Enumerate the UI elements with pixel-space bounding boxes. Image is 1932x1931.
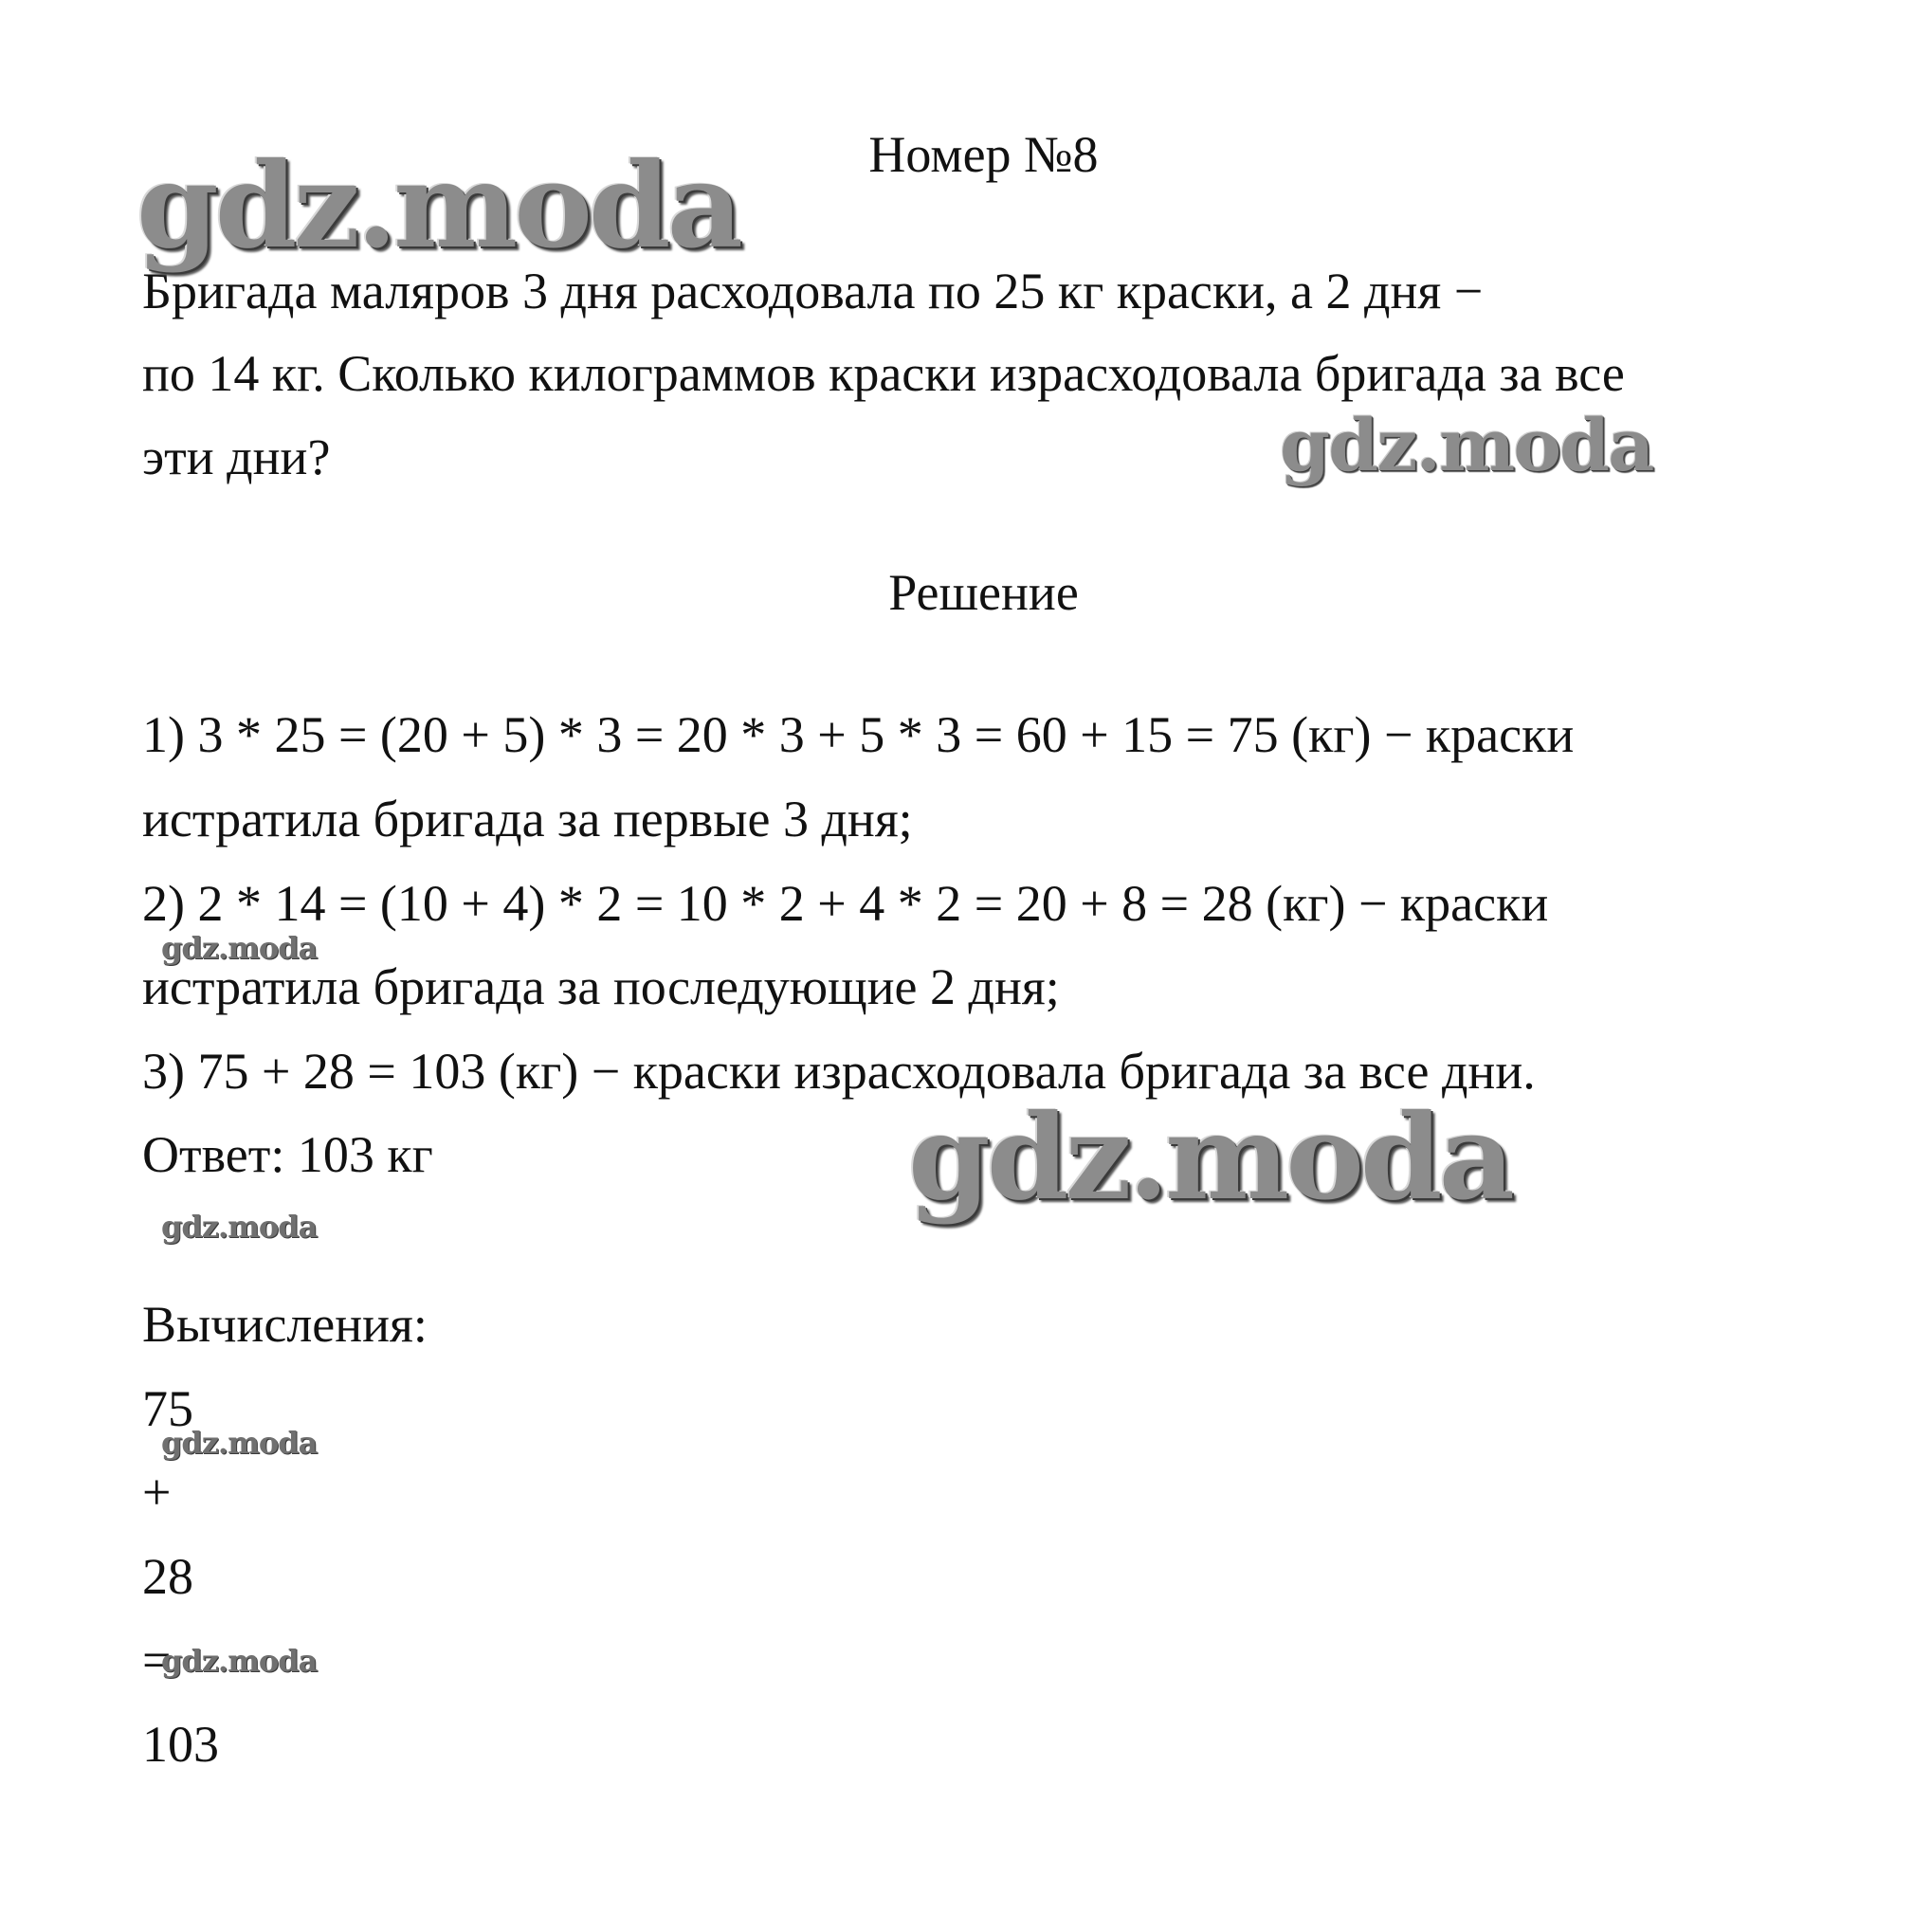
solution-line-2: истратила бригада за первые 3 дня; xyxy=(142,791,913,847)
calc-equals-sign: = xyxy=(142,1631,172,1688)
solution-line-1: 1) 3 * 25 = (20 + 5) * 3 = 20 * 3 + 5 * 3 = 60 + 15 = 75 (кг) − краски xyxy=(142,706,1575,763)
watermark-small-2: gdz.moda xyxy=(161,1209,318,1245)
problem-line-3: эти дни? xyxy=(142,428,331,485)
watermark-small-3: gdz.moda xyxy=(161,1425,318,1461)
problem-line-1: Бригада маляров 3 дня расходовала по 25 кг краски, а 2 дня − xyxy=(142,263,1484,319)
watermark-logo-top: gdz.moda xyxy=(137,137,739,275)
solution-line-5: 3) 75 + 28 = 103 (кг) − краски израсходовала бригада за все дни. xyxy=(142,1043,1536,1100)
problem-line-2: по 14 кг. Сколько килограммов краски израсходовала бригада за все xyxy=(142,345,1625,402)
calc-result: 103 xyxy=(142,1716,219,1773)
page-title: Номер №8 xyxy=(868,126,1099,183)
calc-operand-1: 75 xyxy=(142,1380,193,1437)
calculations-heading: Вычисления: xyxy=(142,1296,428,1353)
watermark-logo-center: gdz.moda xyxy=(908,1089,1511,1227)
solution-line-4: истратила бригада за последующие 2 дня; xyxy=(142,958,1060,1015)
watermark-small-1: gdz.moda xyxy=(161,930,318,966)
calc-plus-sign: + xyxy=(142,1464,172,1521)
solution-line-3: 2) 2 * 14 = (10 + 4) * 2 = 10 * 2 + 4 * 2 = 20 + 8 = 28 (кг) − краски xyxy=(142,875,1549,932)
calc-operand-2: 28 xyxy=(142,1548,193,1605)
solution-heading: Решение xyxy=(888,564,1079,621)
watermark-small-4: gdz.moda xyxy=(161,1643,318,1679)
watermark-logo-right: gdz.moda xyxy=(1280,403,1653,487)
answer-text: Ответ: 103 кг xyxy=(142,1126,433,1183)
